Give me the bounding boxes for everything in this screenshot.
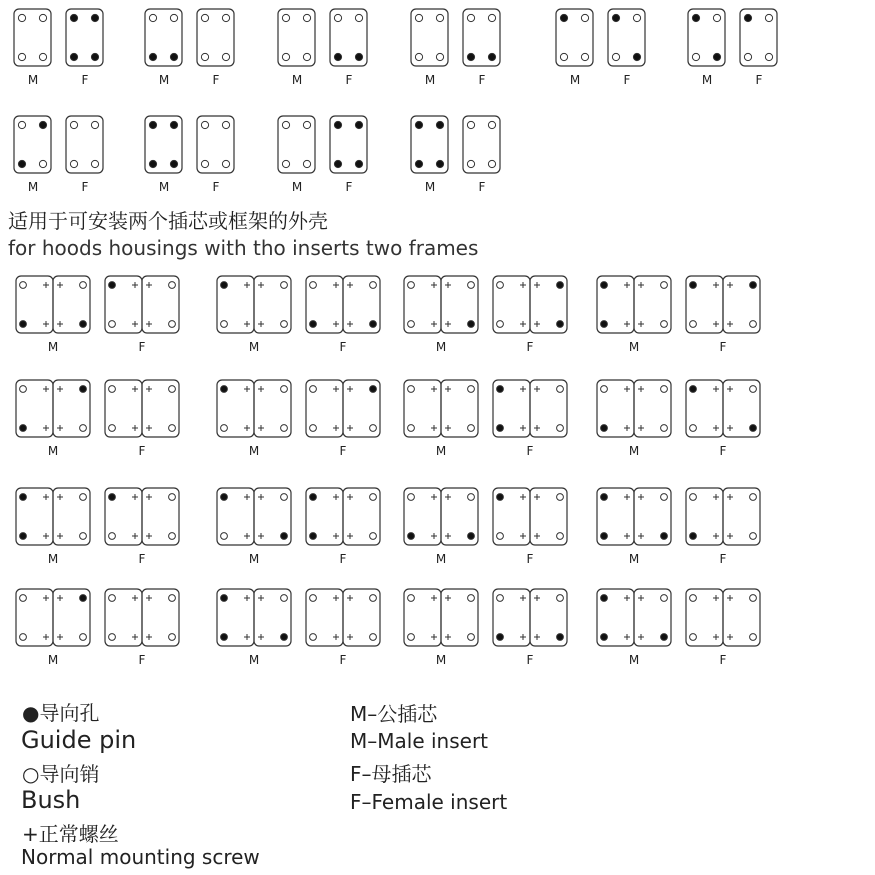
female-label: F: [339, 444, 347, 458]
bush-circle: [744, 53, 751, 60]
bush-circle: [91, 121, 98, 128]
bush-circle: [20, 634, 27, 641]
bush-circle: [468, 386, 475, 393]
guide-pin-dot: [497, 425, 504, 432]
bush-circle: [281, 425, 288, 432]
bush-circle: [169, 494, 176, 501]
bush-circle: [310, 425, 317, 432]
male-label: M: [435, 340, 447, 354]
bush-circle: [408, 634, 415, 641]
male-label: M: [248, 340, 260, 354]
guide-pin-dot: [221, 634, 228, 641]
male-label: M: [291, 180, 303, 194]
guide-pin-dot: [70, 14, 77, 21]
bush-circle: [633, 14, 640, 21]
guide-pin-dot: [109, 494, 116, 501]
bush-circle: [281, 494, 288, 501]
guide-pin-dot: [408, 533, 415, 540]
guide-pin-dot: [750, 425, 757, 432]
bush-circle: [310, 282, 317, 289]
bush-circle: [18, 14, 25, 21]
female-label: F: [339, 653, 347, 667]
bush-circle: [70, 121, 77, 128]
guide-pin-dot: [149, 160, 156, 167]
bush-circle: [468, 595, 475, 602]
guide-pin-dot: [281, 533, 288, 540]
female-label: F: [478, 73, 486, 87]
bush-circle: [488, 160, 495, 167]
bush-circle: [201, 14, 208, 21]
male-label: M: [47, 444, 59, 458]
male-label: M: [158, 73, 170, 87]
bush-circle: [467, 14, 474, 21]
bush-circle: [467, 121, 474, 128]
bush-circle: [80, 634, 87, 641]
guide-pin-dot: [70, 53, 77, 60]
bush-circle: [310, 634, 317, 641]
male-label: M: [248, 552, 260, 566]
male-label: M: [435, 444, 447, 458]
guide-pin-dot: [355, 160, 362, 167]
bush-circle: [690, 595, 697, 602]
female-label: F: [719, 552, 727, 566]
bush-circle: [661, 494, 668, 501]
bush-circle: [20, 282, 27, 289]
bush-circle: [281, 282, 288, 289]
bush-circle: [488, 121, 495, 128]
female-label: F: [755, 73, 763, 87]
bush-circle: [334, 14, 341, 21]
bush-circle: [581, 53, 588, 60]
bush-circle: [661, 595, 668, 602]
bush-circle: [20, 386, 27, 393]
guide-pin-dot: [91, 53, 98, 60]
bush-circle: [80, 425, 87, 432]
guide-pin-dot: [690, 533, 697, 540]
male-label: M: [27, 180, 39, 194]
bush-circle: [765, 53, 772, 60]
bush-circle: [468, 634, 475, 641]
bush-circle: [109, 386, 116, 393]
guide-pin-dot: [557, 282, 564, 289]
guide-pin-dot: [149, 53, 156, 60]
guide-pin-dot: [488, 53, 495, 60]
bush-circle: [303, 160, 310, 167]
guide-pin-dot: [497, 634, 504, 641]
bush-circle: [601, 386, 608, 393]
female-label: F: [719, 653, 727, 667]
male-label: M: [248, 653, 260, 667]
guide-pin-dot: [468, 533, 475, 540]
female-label: F: [526, 552, 534, 566]
male-label: M: [248, 444, 260, 458]
guide-pin-dot: [20, 494, 27, 501]
bush-circle: [436, 53, 443, 60]
bush-circle: [581, 14, 588, 21]
bush-circle: [169, 282, 176, 289]
bush-circle: [436, 14, 443, 21]
bush-circle: [303, 53, 310, 60]
bush-circle: [169, 533, 176, 540]
bush-circle: [408, 282, 415, 289]
bush-circle: [109, 321, 116, 328]
guide-pin-dot: [109, 282, 116, 289]
male-label: M: [424, 73, 436, 87]
bush-circle: [282, 121, 289, 128]
legend-bush-cn: ○导向销: [22, 762, 100, 786]
female-label: F: [623, 73, 631, 87]
guide-pin-dot: [601, 595, 608, 602]
guide-pin-dot: [560, 14, 567, 21]
guide-pin-dot: [310, 321, 317, 328]
bush-circle: [70, 160, 77, 167]
bush-circle: [109, 634, 116, 641]
guide-pin-dot: [415, 160, 422, 167]
bush-circle: [91, 160, 98, 167]
guide-pin-dot: [91, 14, 98, 21]
bush-circle: [497, 595, 504, 602]
male-label: M: [628, 340, 640, 354]
guide-pin-dot: [497, 386, 504, 393]
male-label: M: [291, 73, 303, 87]
male-label: M: [435, 653, 447, 667]
bush-circle: [310, 386, 317, 393]
guide-pin-dot: [690, 386, 697, 393]
bush-circle: [20, 595, 27, 602]
male-label: M: [47, 340, 59, 354]
guide-pin-dot: [601, 282, 608, 289]
bush-circle: [222, 160, 229, 167]
guide-pin-dot: [370, 386, 377, 393]
bush-circle: [222, 53, 229, 60]
bush-circle: [750, 595, 757, 602]
bush-circle: [80, 282, 87, 289]
bush-circle: [282, 160, 289, 167]
bush-circle: [557, 533, 564, 540]
bush-circle: [201, 160, 208, 167]
guide-pin-dot: [18, 160, 25, 167]
guide-pin-dot: [80, 595, 87, 602]
bush-circle: [370, 595, 377, 602]
guide-pin-dot: [415, 121, 422, 128]
female-label: F: [138, 340, 146, 354]
bush-circle: [201, 121, 208, 128]
guide-pin-dot: [149, 121, 156, 128]
legend-screw-cn: +正常螺丝: [22, 822, 119, 846]
bush-circle: [557, 595, 564, 602]
guide-pin-dot: [713, 53, 720, 60]
bush-circle: [408, 321, 415, 328]
bush-circle: [612, 53, 619, 60]
female-label: F: [526, 444, 534, 458]
guide-pin-dot: [281, 634, 288, 641]
bush-circle: [80, 533, 87, 540]
legend-guide-pin-en: Guide pin: [21, 726, 137, 754]
female-label: F: [526, 653, 534, 667]
bush-circle: [497, 533, 504, 540]
male-label: M: [158, 180, 170, 194]
male-label: M: [47, 552, 59, 566]
bush-circle: [661, 321, 668, 328]
bush-circle: [281, 321, 288, 328]
male-label: M: [27, 73, 39, 87]
bush-circle: [557, 386, 564, 393]
guide-pin-dot: [355, 121, 362, 128]
guide-pin-dot: [436, 121, 443, 128]
bush-circle: [221, 321, 228, 328]
female-label: F: [345, 180, 353, 194]
heading-english: for hoods housings with tho inserts two frames: [8, 236, 479, 260]
bush-circle: [497, 321, 504, 328]
male-label: M: [424, 180, 436, 194]
female-label: F: [138, 552, 146, 566]
bush-circle: [370, 533, 377, 540]
bush-circle: [281, 595, 288, 602]
guide-pin-dot: [744, 14, 751, 21]
guide-pin-dot: [633, 53, 640, 60]
female-label: F: [526, 340, 534, 354]
female-label: F: [212, 73, 220, 87]
guide-pin-dot: [601, 494, 608, 501]
bush-circle: [169, 321, 176, 328]
guide-pin-dot: [601, 321, 608, 328]
male-label: M: [628, 552, 640, 566]
bush-circle: [690, 321, 697, 328]
bush-circle: [370, 425, 377, 432]
bush-circle: [750, 386, 757, 393]
male-label: M: [628, 653, 640, 667]
female-label: F: [138, 653, 146, 667]
guide-pin-dot: [601, 533, 608, 540]
female-label: F: [345, 73, 353, 87]
bush-circle: [221, 533, 228, 540]
guide-pin-dot: [20, 533, 27, 540]
bush-circle: [169, 595, 176, 602]
guide-pin-dot: [692, 14, 699, 21]
male-label: M: [569, 73, 581, 87]
bush-circle: [169, 634, 176, 641]
legend-male-cn: M–公插芯: [350, 702, 438, 726]
bush-circle: [750, 494, 757, 501]
bush-circle: [109, 425, 116, 432]
bush-circle: [370, 634, 377, 641]
bush-circle: [750, 533, 757, 540]
bush-circle: [39, 14, 46, 21]
bush-circle: [408, 386, 415, 393]
guide-pin-dot: [467, 53, 474, 60]
bush-circle: [222, 121, 229, 128]
bush-circle: [690, 634, 697, 641]
guide-pin-dot: [601, 425, 608, 432]
guide-pin-dot: [221, 282, 228, 289]
guide-pin-dot: [601, 634, 608, 641]
guide-pin-dot: [557, 634, 564, 641]
bush-circle: [39, 53, 46, 60]
guide-pin-dot: [170, 53, 177, 60]
bush-circle: [557, 494, 564, 501]
guide-pin-dot: [20, 425, 27, 432]
bush-circle: [170, 14, 177, 21]
bush-circle: [109, 533, 116, 540]
bush-circle: [408, 595, 415, 602]
bush-circle: [169, 386, 176, 393]
bush-circle: [169, 425, 176, 432]
male-label: M: [435, 552, 447, 566]
female-label: F: [212, 180, 220, 194]
bush-circle: [415, 14, 422, 21]
bush-circle: [692, 53, 699, 60]
female-label: F: [81, 73, 89, 87]
bush-circle: [468, 425, 475, 432]
guide-pin-dot: [661, 533, 668, 540]
guide-pin-dot: [310, 533, 317, 540]
bush-circle: [750, 634, 757, 641]
bush-circle: [370, 494, 377, 501]
female-label: F: [719, 444, 727, 458]
guide-pin-dot: [612, 14, 619, 21]
legend-bush-en: Bush: [21, 786, 81, 814]
guide-pin-dot: [355, 53, 362, 60]
bush-circle: [560, 53, 567, 60]
bush-circle: [282, 14, 289, 21]
female-label: F: [339, 552, 347, 566]
female-label: F: [138, 444, 146, 458]
guide-pin-dot: [436, 160, 443, 167]
guide-pin-dot: [80, 321, 87, 328]
bush-circle: [661, 282, 668, 289]
bush-circle: [408, 494, 415, 501]
guide-pin-dot: [221, 386, 228, 393]
male-label: M: [47, 653, 59, 667]
guide-pin-dot: [334, 121, 341, 128]
bush-circle: [661, 425, 668, 432]
bush-circle: [557, 425, 564, 432]
bush-circle: [468, 282, 475, 289]
bush-circle: [661, 386, 668, 393]
female-label: F: [478, 180, 486, 194]
legend-female-cn: F–母插芯: [350, 762, 432, 786]
legend-female-en: F–Female insert: [350, 790, 508, 814]
male-label: M: [628, 444, 640, 458]
guide-pin-dot: [80, 386, 87, 393]
bush-circle: [221, 425, 228, 432]
guide-pin-dot: [661, 634, 668, 641]
bush-circle: [282, 53, 289, 60]
guide-pin-dot: [221, 494, 228, 501]
bush-circle: [488, 14, 495, 21]
bush-circle: [310, 595, 317, 602]
bush-circle: [281, 386, 288, 393]
guide-pin-dot: [334, 53, 341, 60]
legend-guide-pin-cn: ●导向孔: [22, 701, 100, 725]
bush-circle: [18, 121, 25, 128]
bush-circle: [408, 425, 415, 432]
bush-circle: [713, 14, 720, 21]
bush-circle: [415, 53, 422, 60]
bush-circle: [765, 14, 772, 21]
heading-chinese: 适用于可安装两个插芯或框架的外壳: [8, 209, 328, 233]
bush-circle: [303, 121, 310, 128]
legend-screw-en: Normal mounting screw: [21, 845, 260, 869]
bush-circle: [750, 321, 757, 328]
guide-pin-dot: [170, 121, 177, 128]
bush-circle: [690, 425, 697, 432]
bush-circle: [303, 14, 310, 21]
bush-circle: [201, 53, 208, 60]
guide-pin-dot: [310, 494, 317, 501]
male-label: M: [701, 73, 713, 87]
bush-circle: [690, 494, 697, 501]
guide-pin-dot: [20, 321, 27, 328]
bush-circle: [149, 14, 156, 21]
guide-pin-dot: [468, 321, 475, 328]
bush-circle: [18, 53, 25, 60]
bush-circle: [80, 494, 87, 501]
guide-pin-dot: [750, 282, 757, 289]
guide-pin-dot: [170, 160, 177, 167]
guide-pin-dot: [334, 160, 341, 167]
guide-pin-dot: [690, 282, 697, 289]
guide-pin-dot: [221, 595, 228, 602]
bush-circle: [39, 160, 46, 167]
bush-circle: [370, 282, 377, 289]
bush-circle: [109, 595, 116, 602]
female-label: F: [81, 180, 89, 194]
guide-pin-dot: [370, 321, 377, 328]
bush-circle: [497, 282, 504, 289]
bush-circle: [222, 14, 229, 21]
bush-circle: [355, 14, 362, 21]
female-label: F: [339, 340, 347, 354]
female-label: F: [719, 340, 727, 354]
guide-pin-dot: [557, 321, 564, 328]
guide-pin-dot: [39, 121, 46, 128]
legend-male-en: M–Male insert: [350, 729, 489, 753]
bush-circle: [468, 494, 475, 501]
guide-pin-dot: [497, 494, 504, 501]
bush-circle: [467, 160, 474, 167]
